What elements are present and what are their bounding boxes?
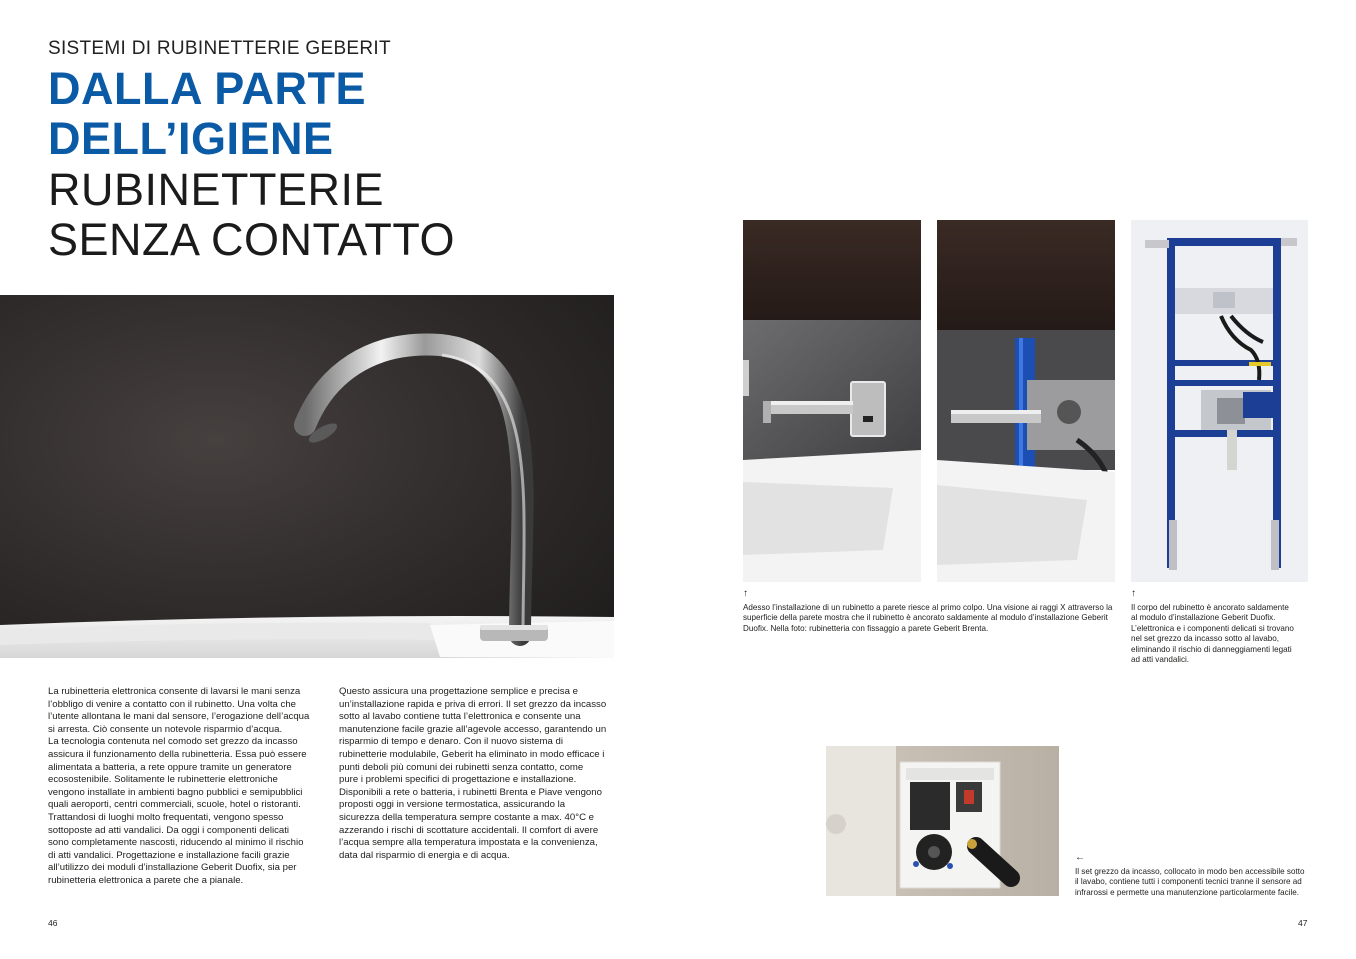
- text-line: azzerando i rischi di scottature accidentali. Il comfort di avere: [339, 824, 599, 836]
- text-line: l’utente allontana le mani dal sensore, l’erogazione dell’acqua: [48, 711, 310, 723]
- wall-faucet-photo: [743, 220, 921, 582]
- text-line: rubinetterie modulabile, Geberit ha eliminato in modo efficace i: [339, 748, 605, 760]
- page-number-right: 47: [1298, 918, 1308, 928]
- title-line: DALLA PARTE: [48, 63, 366, 114]
- arrow-up-icon: ↑: [1131, 588, 1136, 599]
- text-line: rubinetteria elettronica a parete che a pianale.: [48, 874, 244, 886]
- caption-line: ad atti vandalici.: [1131, 655, 1190, 665]
- text-line: risparmio di tempo e denaro. Con il nuovo sistema di: [339, 736, 563, 748]
- text-line: di atti vandalici. Progettazione e installazione facili grazie: [48, 849, 290, 861]
- caption-line: infrarossi e permette una manutenzione particolarmente facile.: [1075, 887, 1300, 897]
- caption-line: il lavabo, contiene tutti i componenti tecnici tranne il sensore ad: [1075, 877, 1302, 887]
- text-line: proposti oggi in versione termostatica, assicurando la: [339, 799, 566, 811]
- text-line: alimentata a batteria, a rete oppure tramite un generatore: [48, 761, 292, 773]
- caption-xray: [743, 588, 1112, 634]
- text-line: vengono installate in ambienti bagno pubblici e semipubblici: [48, 786, 303, 798]
- text-line: data dal risparmio di energia e di acqua.: [339, 849, 510, 861]
- page-title-primary: [48, 64, 366, 164]
- text-line: un’installazione rapida e priva di errori. Il set grezzo da incasso: [339, 698, 607, 710]
- caption-line: superficie della parete mostra che il rubinetto è ancorato saldamente al modulo d’installazione Geberit: [743, 613, 1108, 623]
- text-line: La rubinetteria elettronica consente di lavarsi le mani senza: [48, 686, 301, 697]
- title-line: SENZA CONTATTO: [48, 214, 456, 265]
- arrow-left-icon: ←: [1075, 852, 1085, 863]
- text-line: ecosostenibile. Solitamente le rubinetterie elettroniche: [48, 774, 278, 786]
- text-line: l’acqua sempre alla temperatura impostata e la convenienza,: [339, 837, 598, 849]
- text-line: Disponibili a rete o batteria, i rubinetti Brenta e Piave vengono: [339, 786, 602, 798]
- caption-line: nel set grezzo da incasso sotto al lavabo,: [1131, 634, 1280, 644]
- hero-faucet-photo: [0, 295, 614, 658]
- body-column-2: [339, 686, 606, 862]
- text-line: Trattandosi di luoghi molto frequentati, vengono spesso: [48, 811, 284, 823]
- text-line: sottoposte ad atti vandalici. Da oggi i componenti delicati: [48, 824, 290, 836]
- text-line: punti deboli più comuni dei rubinetti senza contatto, come: [339, 761, 584, 773]
- duofix-frame-photo: [1131, 220, 1308, 582]
- text-line: sono completamente nascosti, riducendo al minimo il rischio: [48, 837, 304, 849]
- caption-duofix: [1131, 588, 1294, 665]
- title-line: DELL’IGIENE: [48, 113, 334, 164]
- caption-line: Adesso l’installazione di un rubinetto a parete riesce al primo colpo. Una visione ai raggi X attraverso la: [743, 603, 1113, 612]
- page-title-secondary: [48, 165, 455, 265]
- text-line: quali aeroporti, centri commerciali, scuole, hotel o ristoranti.: [48, 799, 301, 811]
- caption-concealed-box: [1075, 852, 1304, 898]
- caption-line: Duofix. Nella foto: rubinetteria con fissaggio a parete Geberit Brenta.: [743, 623, 989, 633]
- title-line: RUBINETTERIE: [48, 164, 385, 215]
- caption-line: L’elettronica e i componenti delicati si trovano: [1131, 623, 1294, 633]
- text-line: si arresta. Ciò consente un notevole risparmio d’acqua.: [48, 723, 283, 735]
- caption-line: al modulo d’installazione Geberit Duofix.: [1131, 613, 1276, 623]
- arrow-up-icon: ↑: [743, 588, 748, 599]
- text-line: pure i problemi specifici di progettazione e installazione.: [339, 774, 577, 786]
- text-line: Questo assicura una progettazione semplice e precisa e: [339, 686, 578, 697]
- text-line: manutenzione facile grazie all’agevole accesso, garantendo un: [339, 723, 607, 735]
- text-line: assicura il funzionamento della rubinetteria. Essa può essere: [48, 748, 307, 760]
- text-line: sicurezza della temperatura sempre costante a max. 40°C e: [339, 811, 594, 823]
- text-line: La tecnologia contenuta nel comodo set grezzo da incasso: [48, 736, 298, 748]
- caption-line: eliminando il rischio di danneggiamenti legati: [1131, 644, 1292, 654]
- xray-installation-photo: [937, 220, 1115, 582]
- concealed-box-photo: [826, 746, 1059, 896]
- text-line: l’obbligo di venire a contatto con il rubinetto. Una volta che: [48, 698, 296, 710]
- text-line: sotto al lavabo contiene tutta l’elettronica e consente una: [339, 711, 581, 723]
- text-line: all’utilizzo dei moduli d’installazione Geberit Duofix, sia per: [48, 862, 297, 874]
- caption-line: Il set grezzo da incasso, collocato in modo ben accessibile sotto: [1075, 867, 1305, 876]
- body-column-1: [48, 686, 309, 888]
- section-kicker: SISTEMI DI RUBINETTERIE GEBERIT: [48, 38, 391, 59]
- page-number-left: 46: [48, 918, 58, 928]
- caption-line: Il corpo del rubinetto è ancorato saldamente: [1131, 603, 1289, 612]
